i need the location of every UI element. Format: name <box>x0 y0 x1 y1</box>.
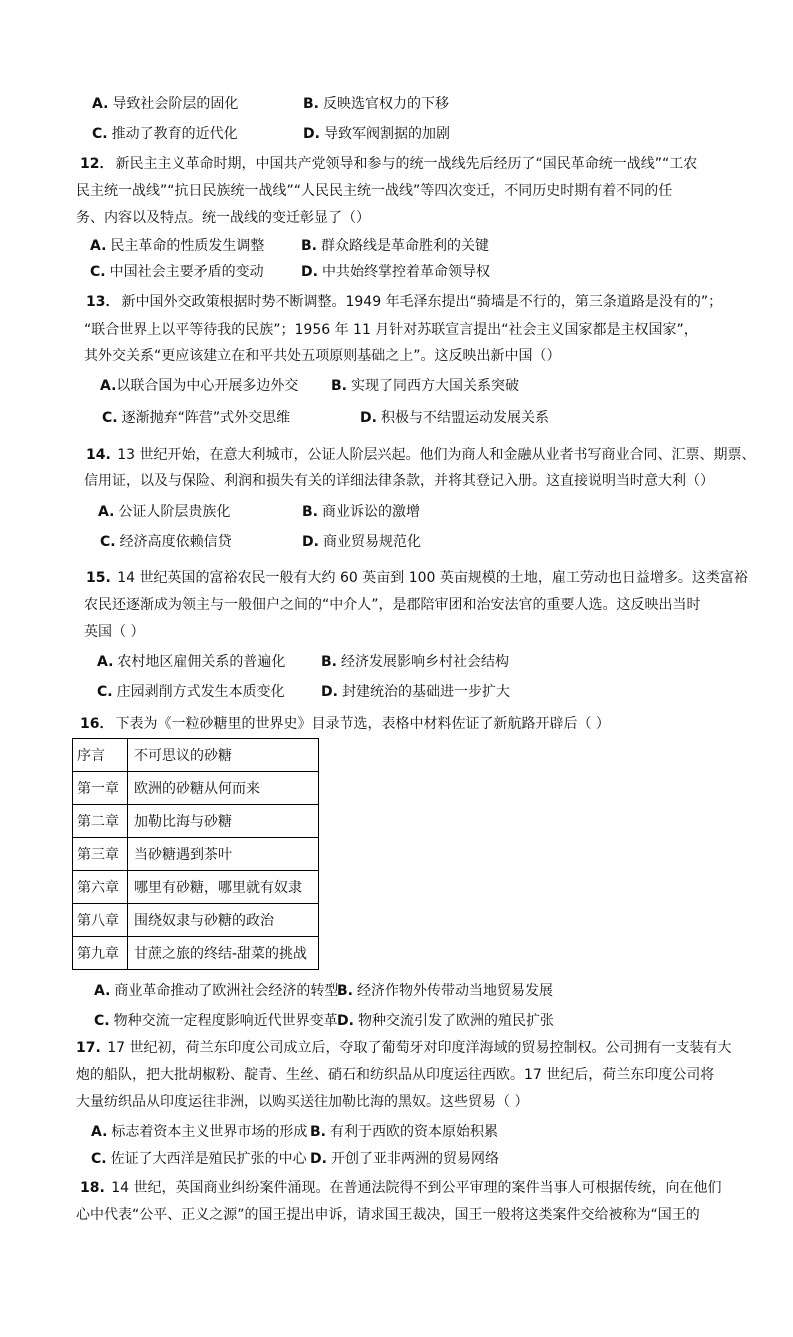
q17-option-c <box>91 1149 307 1169</box>
option-letter: C. <box>102 410 118 426</box>
stem-text: 17 世纪初，荷兰东印度公司成立后，夺取了葡萄牙对印度洋海域的贸易控制权。公司拥有一支装有大 <box>107 1040 732 1056</box>
option-text: 开创了亚非两洲的贸易网络 <box>330 1151 499 1167</box>
q16-option-d <box>337 1011 554 1031</box>
q15-stem-line-2: 农民还逐渐成为领主与一般佃户之间的“中介人”，是郡陪审团和治安法官的重要人选。这反映出当时 <box>84 597 701 613</box>
table-cell-chapter: 第八章 <box>73 904 128 937</box>
option-text: 群众路线是革命胜利的关键 <box>321 238 489 254</box>
table-cell-chapter: 第九章 <box>73 937 128 970</box>
option-text: 积极与不结盟运动发展关系 <box>380 410 549 426</box>
q13-option-a <box>100 376 298 396</box>
table-cell-title: 加勒比海与砂糖 <box>128 805 319 838</box>
option-text: 商业诉讼的激增 <box>322 504 420 520</box>
q17-number: 17. <box>76 1040 101 1056</box>
option-letter: A. <box>94 983 111 999</box>
option-letter: D. <box>360 410 377 426</box>
option-letter: B. <box>321 654 337 670</box>
q17-option-a <box>91 1122 307 1142</box>
option-letter: A. <box>92 96 109 112</box>
q11-option-d <box>303 124 450 144</box>
option-text: 物种交流引发了欧洲的殖民扩张 <box>357 1013 554 1029</box>
q16-option-b <box>337 981 553 1001</box>
table-cell-title: 哪里有砂糖，哪里就有奴隶 <box>128 871 319 904</box>
option-letter: C. <box>90 264 106 280</box>
q18-stem-line-1 <box>80 1178 722 1198</box>
q14-number: 14. <box>86 447 111 463</box>
option-letter: B. <box>310 1124 326 1140</box>
stem-text: 新中国外交政策根据时势不断调整。1949 年毛泽东提出“骑墙是不行的，第三条道路是没有的”； <box>121 294 723 310</box>
option-letter: A. <box>90 238 107 254</box>
q13-number: 13． <box>86 294 120 310</box>
q17-stem-line-1 <box>76 1038 732 1058</box>
option-text: 逐渐抛弃“阵营”式外交思维 <box>121 410 291 426</box>
q17-option-b <box>310 1122 498 1142</box>
option-letter: B. <box>337 983 353 999</box>
q14-stem-line-1 <box>86 445 756 465</box>
option-text: 导致军阀割据的加剧 <box>323 126 450 142</box>
table-row <box>73 838 319 871</box>
table-row <box>73 739 319 772</box>
table-row <box>73 937 319 970</box>
q13-option-d <box>360 408 549 428</box>
option-text: 农村地区雇佣关系的普遍化 <box>117 654 286 670</box>
q12-option-d <box>301 262 490 282</box>
option-text: 中国社会主要矛盾的变动 <box>109 264 264 280</box>
option-text: 物种交流一定程度影响近代世界变革 <box>113 1013 338 1029</box>
table-cell-chapter: 第一章 <box>73 772 128 805</box>
option-letter: D. <box>337 1013 354 1029</box>
q14-option-b <box>302 502 420 522</box>
stem-text: 13 世纪开始，在意大利城市，公证人阶层兴起。他们为商人和金融从业者书写商业合同、汇票、期票、 <box>117 447 756 463</box>
q12-option-b <box>301 236 489 256</box>
q15-option-d <box>321 682 510 702</box>
option-letter: C. <box>91 1151 107 1167</box>
option-text: 推动了教育的近代化 <box>111 126 238 142</box>
option-letter: B. <box>303 96 319 112</box>
table-cell-title: 不可思议的砂糖 <box>128 739 319 772</box>
table-cell-title: 围绕奴隶与砂糖的政治 <box>128 904 319 937</box>
q16-stem-line-1 <box>80 714 610 734</box>
q11-option-c <box>92 124 238 144</box>
q16-option-c <box>94 1011 338 1031</box>
q15-stem-line-3: 英国（ ） <box>84 624 145 640</box>
q17-stem-line-2: 炮的船队，把大批胡椒粉、靛青、生丝、硝石和纺织品从印度运往西欧。17 世纪后，荷兰东印度公司将 <box>76 1067 715 1083</box>
option-text: 商业革命推动了欧洲社会经济的转型 <box>114 983 339 999</box>
option-letter: C. <box>97 684 113 700</box>
option-letter: D. <box>310 1151 327 1167</box>
option-text: 公证人阶层贵族化 <box>118 504 231 520</box>
q17-option-d <box>310 1149 499 1169</box>
q14-option-c <box>100 532 232 552</box>
option-text: 有利于西欧的资本原始积累 <box>330 1124 498 1140</box>
option-letter: B. <box>331 378 347 394</box>
table-cell-chapter: 序言 <box>73 739 128 772</box>
option-letter: C. <box>94 1013 110 1029</box>
option-text: 经济高度依赖信贷 <box>119 534 232 550</box>
q16-contents-table <box>72 738 319 970</box>
option-letter: D. <box>302 534 319 550</box>
q18-number: 18. <box>80 1180 105 1196</box>
option-text: 经济作物外传带动当地贸易发展 <box>357 983 553 999</box>
table-cell-chapter: 第三章 <box>73 838 128 871</box>
q15-option-b <box>321 652 509 672</box>
option-letter: A. <box>100 378 117 394</box>
q18-stem-line-2: 心中代表“公平、正义之源”的国王提出申诉，请求国王裁决，国王一般将这类案件交给被称为“国王的 <box>76 1207 700 1223</box>
option-text: 标志着资本主义世界市场的形成 <box>111 1124 308 1140</box>
table-cell-title: 欧洲的砂糖从何而来 <box>128 772 319 805</box>
q12-number: 12． <box>80 156 114 172</box>
option-letter: A. <box>97 654 114 670</box>
q12-option-a <box>90 236 264 256</box>
option-letter: D. <box>301 264 318 280</box>
q12-option-c <box>90 262 264 282</box>
q16-number: 16． <box>80 716 114 732</box>
q14-option-a <box>98 502 230 522</box>
option-letter: C. <box>92 126 108 142</box>
q15-number: 15. <box>86 570 111 586</box>
stem-text: 下表为《一粒砂糖里的世界史》目录节选，表格中材料佐证了新航路开辟后（ ） <box>115 716 610 732</box>
option-text: 实现了同西方大国关系突破 <box>351 378 519 394</box>
q13-stem-line-2: “联合世界上以平等待我的民族”；1956 年 11 月针对苏联宣言提出“社会主义国家都是主权国家”， <box>84 322 698 338</box>
option-letter: C. <box>100 534 116 550</box>
table-cell-title: 甘蔗之旅的终结-甜菜的挑战 <box>128 937 319 970</box>
option-text: 中共始终掌控着革命领导权 <box>321 264 490 280</box>
q13-stem-line-3: 其外交关系“更应该建立在和平共处五项原则基础之上”。这反映出新中国（） <box>84 348 561 364</box>
q12-stem-line-1 <box>80 154 697 174</box>
table-row <box>73 904 319 937</box>
option-letter: D. <box>321 684 338 700</box>
option-text: 以联合国为中心开展多边外交 <box>116 378 299 394</box>
option-text: 庄园剥削方式发生本质变化 <box>116 684 285 700</box>
q15-option-c <box>97 682 285 702</box>
table-cell-title: 当砂糖遇到茶叶 <box>128 838 319 871</box>
option-text: 商业贸易规范化 <box>322 534 421 550</box>
option-text: 封建统治的基础进一步扩大 <box>341 684 510 700</box>
option-letter: A. <box>91 1124 108 1140</box>
q15-stem-line-1 <box>86 568 748 588</box>
q17-stem-line-3: 大量纺织品从印度运往非洲，以购买送往加勒比海的黑奴。这些贸易（ ） <box>76 1094 529 1110</box>
table-row <box>73 805 319 838</box>
table-cell-chapter: 第六章 <box>73 871 128 904</box>
option-text: 反映选官权力的下移 <box>323 96 449 112</box>
q13-stem-line-1 <box>86 292 722 312</box>
q13-option-b <box>331 376 519 396</box>
q14-stem-line-2: 信用证，以及与保险、利润和损失有关的详细法律条款，并将其登记入册。这直接说明当时意大利（） <box>84 473 714 489</box>
option-letter: D. <box>303 126 320 142</box>
table-row <box>73 772 319 805</box>
option-text: 经济发展影响乡村社会结构 <box>341 654 509 670</box>
q15-option-a <box>97 652 285 672</box>
q13-option-c <box>102 408 290 428</box>
q16-option-a <box>94 981 338 1001</box>
option-letter: A. <box>98 504 115 520</box>
q14-option-d <box>302 532 421 552</box>
stem-text: 新民主主义革命时期，中国共产党领导和参与的统一战线先后经历了“国民革命统一战线”“工农 <box>115 156 698 172</box>
option-letter: B. <box>302 504 318 520</box>
option-text: 民主革命的性质发生调整 <box>110 238 265 254</box>
table-row <box>73 871 319 904</box>
q12-stem-line-2: 民主统一战线”“抗日民族统一战线”“人民民主统一战线”等四次变迁，不同历史时期有着不同的任 <box>76 183 673 199</box>
q11-option-b <box>303 94 449 114</box>
stem-text: 14 世纪英国的富裕农民一般有大约 60 英亩到 100 英亩规模的土地，雇工劳动也日益增多。这类富裕 <box>117 570 748 586</box>
option-letter: B. <box>301 238 317 254</box>
q11-option-a <box>92 94 238 114</box>
option-text: 佐证了大西洋是殖民扩张的中心 <box>110 1151 307 1167</box>
q12-stem-line-3: 务、内容以及特点。统一战线的变迁彰显了（） <box>76 210 370 226</box>
stem-text: 14 世纪，英国商业纠纷案件涌现。在普通法院得不到公平审理的案件当事人可根据传统，向在他们 <box>111 1180 722 1196</box>
table-cell-chapter: 第二章 <box>73 805 128 838</box>
option-text: 导致社会阶层的固化 <box>112 96 239 112</box>
